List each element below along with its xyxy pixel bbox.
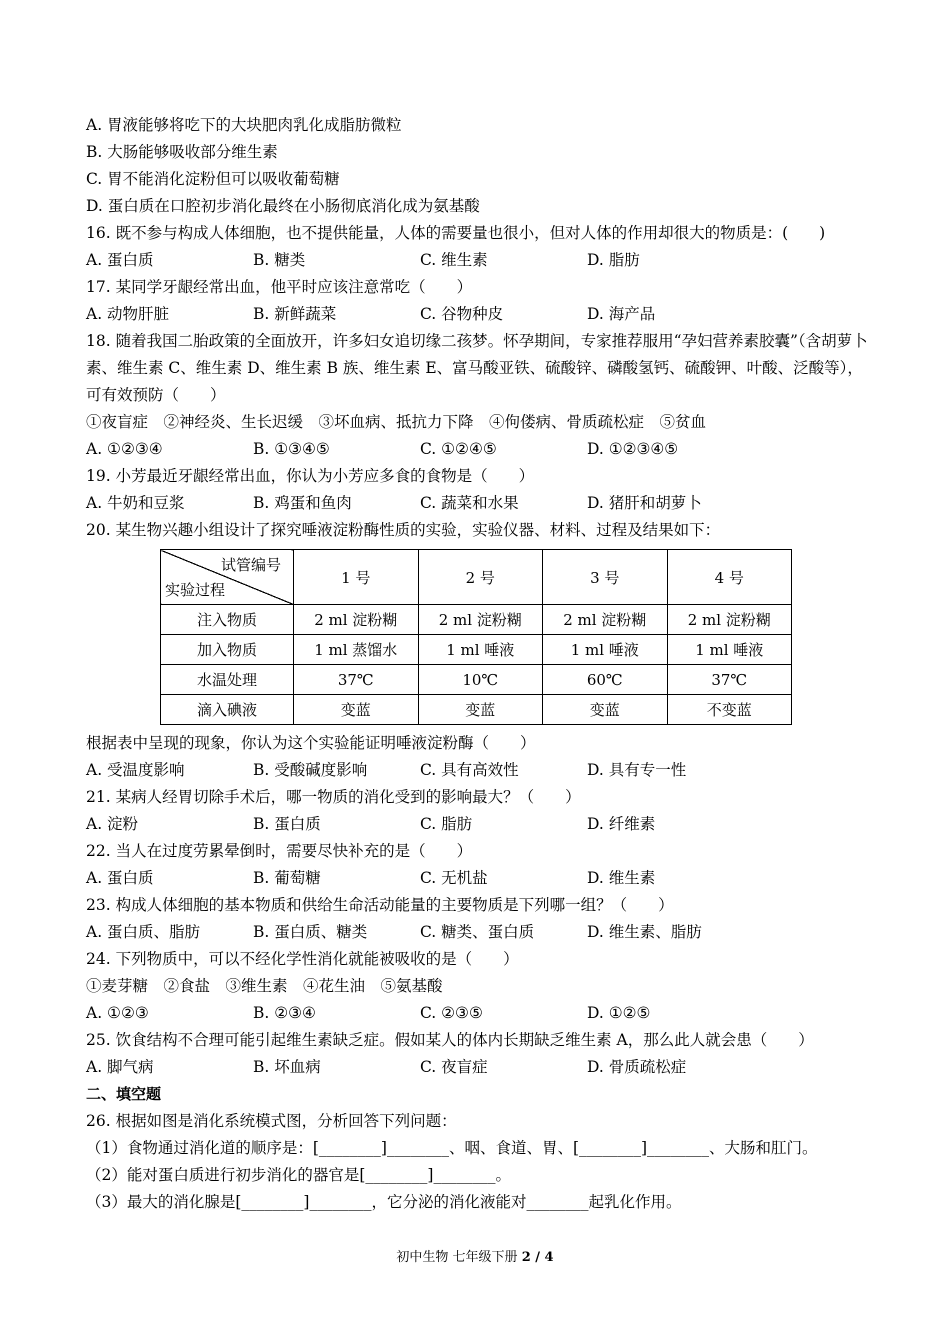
q22-stem: 22. 当人在过度劳累晕倒时，需要尽快补充的是（ ） xyxy=(86,842,473,860)
page-number: 2 / 4 xyxy=(521,1250,554,1265)
q18-option-a: A. ①②③④ xyxy=(86,440,163,458)
footer-text: 初中生物 七年级下册 xyxy=(396,1250,522,1265)
table-cell: 不变蓝 xyxy=(667,695,792,725)
q20-stem: 20. 某生物兴趣小组设计了探究唾液淀粉酶性质的实验，实验仪器、材料、过程及结果如下： xyxy=(86,521,721,539)
q19-options xyxy=(86,490,876,517)
page-footer xyxy=(0,1246,950,1265)
table-cell: 37℃ xyxy=(294,665,419,695)
q17-option-a: A. 动物肝脏 xyxy=(86,305,170,323)
q15-options xyxy=(86,112,876,220)
experiment-table xyxy=(160,549,792,725)
table-header-row xyxy=(161,550,792,605)
q20-option-c: C. 具有高效性 xyxy=(420,761,519,779)
section-heading-fill-in: 二、填空题 xyxy=(86,1085,162,1103)
q18-option-d: D. ①②③④⑤ xyxy=(587,440,679,458)
row-label: 加入物质 xyxy=(161,635,294,665)
q22-option-c: C. 无机盐 xyxy=(420,869,488,887)
column-header: 1 号 xyxy=(294,550,419,605)
q16-option-a: A. 蛋白质 xyxy=(86,251,154,269)
table-cell: 变蓝 xyxy=(543,695,668,725)
q18-stem: 18. 随着我国二胎政策的全面放开，许多妇女追切缘二孩梦。怀孕期间，专家推荐服用“孕妇营养素胶囊”（含胡萝卜素、维生素 C、维生素 D、维生素 B 族、维生素 E、富马酸亚铁、硫酸锌、磷酸氢钙、硫酸钾、叶酸、泛酸等），可有效预防（ ） xyxy=(86,332,868,404)
q25-stem: 25. 饮食结构不合理可能引起维生素缺乏症。假如某人的体内长期缺乏维生素 A，那么此人就会患（ ） xyxy=(86,1031,814,1049)
q16-option-b: B. 糖类 xyxy=(253,251,306,269)
table-cell: 60℃ xyxy=(543,665,668,695)
q21-option-d: D. 纤维素 xyxy=(587,815,656,833)
q24-option-d: D. ①②⑤ xyxy=(587,1004,651,1022)
q22-option-a: A. 蛋白质 xyxy=(86,869,154,887)
q18-option-b: B. ①③④⑤ xyxy=(253,440,330,458)
q21-stem: 21. 某病人经胃切除手术后，哪一物质的消化受到的影响最大？（ ） xyxy=(86,788,581,806)
q21-option-c: C. 脂肪 xyxy=(420,815,473,833)
q26-sub2: （2）能对蛋白质进行初步消化的器官是[________]________。 xyxy=(86,1166,511,1184)
table-cell: 2 ml 淀粉糊 xyxy=(667,605,792,635)
q23-option-c: C. 糖类、蛋白质 xyxy=(420,923,535,941)
q17-option-c: C. 谷物种皮 xyxy=(420,305,504,323)
q16-options xyxy=(86,247,876,274)
q19-option-d: D. 猪肝和胡萝卜 xyxy=(587,494,702,512)
table-corner-cell xyxy=(161,550,294,605)
q24-option-a: A. ①②③ xyxy=(86,1004,149,1022)
q15-option-b: B. 大肠能够吸收部分维生素 xyxy=(86,143,278,161)
row-label: 滴入碘液 xyxy=(161,695,294,725)
table-cell: 1 ml 唾液 xyxy=(667,635,792,665)
q25-option-c: C. 夜盲症 xyxy=(420,1058,488,1076)
table-cell: 37℃ xyxy=(667,665,792,695)
table-row xyxy=(161,695,792,725)
q17-option-b: B. 新鲜蔬菜 xyxy=(253,305,337,323)
table-cell: 2 ml 淀粉糊 xyxy=(418,605,543,635)
table-cell: 1 ml 唾液 xyxy=(543,635,668,665)
q25-option-d: D. 骨质疏松症 xyxy=(587,1058,687,1076)
q17-option-d: D. 海产品 xyxy=(587,305,656,323)
q21-option-a: A. 淀粉 xyxy=(86,815,139,833)
exam-page xyxy=(86,112,876,1216)
q24-items: ①麦芽糖 ②食盐 ③维生素 ④花生油 ⑤氨基酸 xyxy=(86,977,443,995)
q19-option-c: C. 蔬菜和水果 xyxy=(420,494,519,512)
table-cell: 1 ml 唾液 xyxy=(418,635,543,665)
column-header: 4 号 xyxy=(667,550,792,605)
row-label: 注入物质 xyxy=(161,605,294,635)
q17-options xyxy=(86,301,876,328)
q18-options xyxy=(86,436,876,463)
q26-sub1: （1）食物通过消化道的顺序是：[________]________、咽、食道、胃、[________]________、大肠和肛门。 xyxy=(86,1139,818,1157)
table-cell: 变蓝 xyxy=(294,695,419,725)
q24-option-c: C. ②③⑤ xyxy=(420,1004,483,1022)
q16-stem: 16. 既不参与构成人体细胞，也不提供能量，人体的需要量也很小，但对人体的作用却很大的物质是：( ) xyxy=(86,224,826,242)
q19-option-b: B. 鸡蛋和鱼肉 xyxy=(253,494,352,512)
table-cell: 10℃ xyxy=(418,665,543,695)
q24-stem: 24. 下列物质中，可以不经化学性消化就能被吸收的是（ ） xyxy=(86,950,519,968)
table-row xyxy=(161,605,792,635)
q21-options xyxy=(86,811,876,838)
corner-bottom-label: 实验过程 xyxy=(165,581,226,599)
q20-option-d: D. 具有专一性 xyxy=(587,761,687,779)
q25-option-b: B. 坏血病 xyxy=(253,1058,321,1076)
corner-top-label: 试管编号 xyxy=(220,556,281,574)
q26-stem: 26. 根据如图是消化系统模式图，分析回答下列问题： xyxy=(86,1112,457,1130)
q17-stem: 17. 某同学牙龈经常出血，他平时应该注意常吃（ ） xyxy=(86,278,473,296)
q22-option-d: D. 维生素 xyxy=(587,869,656,887)
q16-option-c: C. 维生素 xyxy=(420,251,488,269)
q20-options xyxy=(86,757,876,784)
table-cell: 1 ml 蒸馏水 xyxy=(294,635,419,665)
q23-options xyxy=(86,919,876,946)
q19-stem: 19. 小芳最近牙龈经常出血，你认为小芳应多食的食物是（ ） xyxy=(86,467,535,485)
q23-option-a: A. 蛋白质、脂肪 xyxy=(86,923,201,941)
q20-option-a: A. 受温度影响 xyxy=(86,761,185,779)
q23-option-d: D. 维生素、脂肪 xyxy=(587,923,702,941)
q16-option-d: D. 脂肪 xyxy=(587,251,640,269)
q15-option-a: A. 胃液能够将吃下的大块肥肉乳化成脂肪微粒 xyxy=(86,116,402,134)
q22-options xyxy=(86,865,876,892)
q25-options xyxy=(86,1054,876,1081)
row-label: 水温处理 xyxy=(161,665,294,695)
column-header: 3 号 xyxy=(543,550,668,605)
q15-option-d: D. 蛋白质在口腔初步消化最终在小肠彻底消化成为氨基酸 xyxy=(86,197,480,215)
q18-items: ①夜盲症 ②神经炎、生长迟缓 ③坏血病、抵抗力下降 ④佝偻病、骨质疏松症 ⑤贫血 xyxy=(86,413,707,431)
table-cell: 变蓝 xyxy=(418,695,543,725)
table-cell: 2 ml 淀粉糊 xyxy=(543,605,668,635)
q18-option-c: C. ①②④⑤ xyxy=(420,440,497,458)
q26-sub3: （3）最大的消化腺是[________]________，它分泌的消化液能对________起乳化作用。 xyxy=(86,1193,682,1211)
q19-option-a: A. 牛奶和豆浆 xyxy=(86,494,185,512)
q24-option-b: B. ②③④ xyxy=(253,1004,316,1022)
table-row xyxy=(161,635,792,665)
q25-option-a: A. 脚气病 xyxy=(86,1058,154,1076)
q23-option-b: B. 蛋白质、糖类 xyxy=(253,923,368,941)
q20-option-b: B. 受酸碱度影响 xyxy=(253,761,368,779)
q24-options xyxy=(86,1000,876,1027)
q20-after: 根据表中呈现的现象，你认为这个实验能证明唾液淀粉酶（ ） xyxy=(86,734,536,752)
q15-option-c: C. 胃不能消化淀粉但可以吸收葡萄糖 xyxy=(86,170,340,188)
q22-option-b: B. 葡萄糖 xyxy=(253,869,321,887)
table-row xyxy=(161,665,792,695)
q21-option-b: B. 蛋白质 xyxy=(253,815,321,833)
q23-stem: 23. 构成人体细胞的基本物质和供给生命活动能量的主要物质是下列哪一组？（ ） xyxy=(86,896,674,914)
column-header: 2 号 xyxy=(418,550,543,605)
table-cell: 2 ml 淀粉糊 xyxy=(294,605,419,635)
